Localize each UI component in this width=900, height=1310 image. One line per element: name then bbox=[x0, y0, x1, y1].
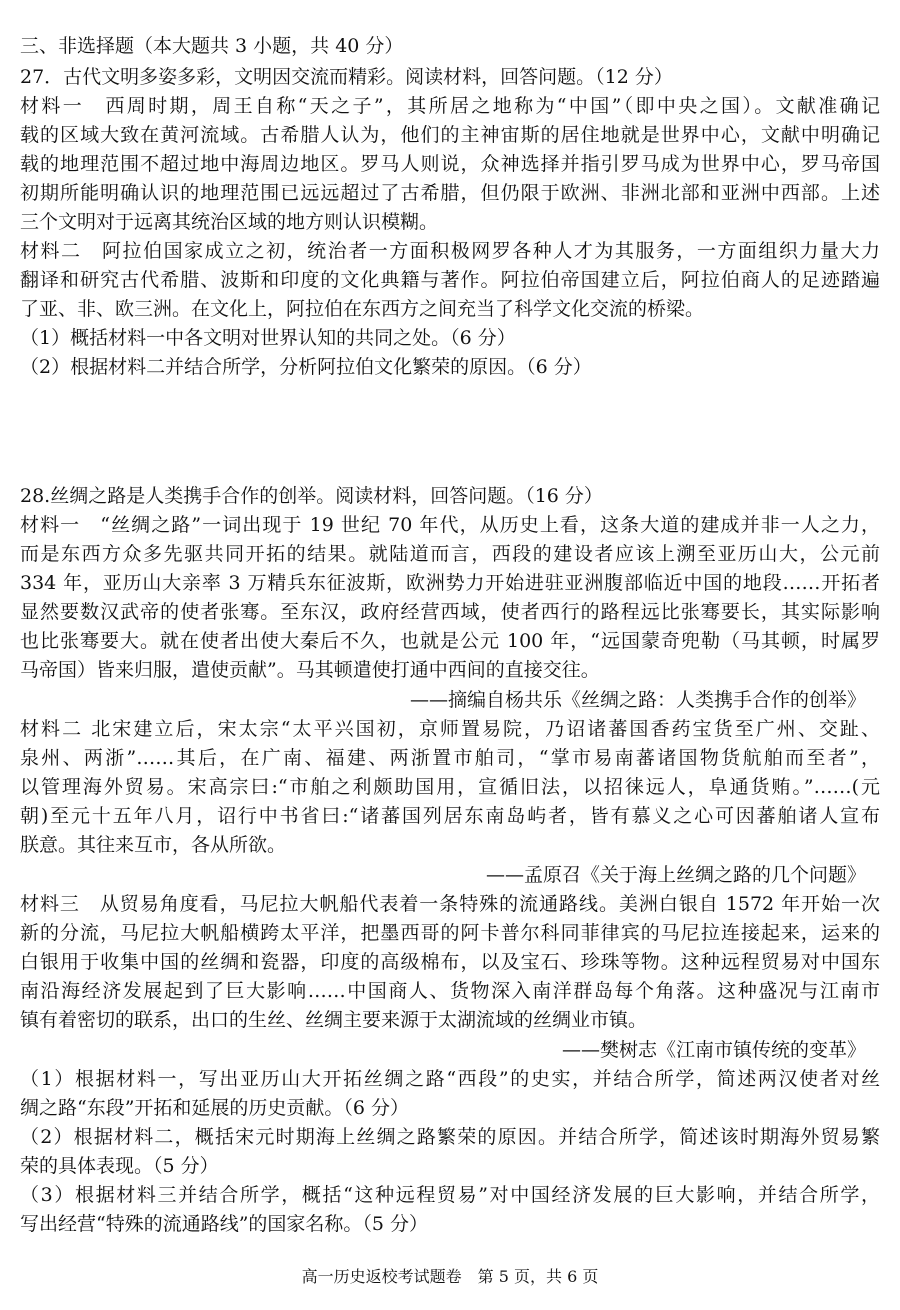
q27-material-1-line: 三个文明对于远离其统治区域的地方则认识模糊。 bbox=[20, 211, 439, 233]
q28-subquestion-3 bbox=[20, 1181, 880, 1239]
q28-material-3-line: 材料三 从贸易角度看，马尼拉大帆船代表着一条特殊的流通路线。美洲白银自 1572 年开始一次 bbox=[20, 893, 880, 915]
q27-material-1 bbox=[20, 92, 880, 237]
q28-material-3 bbox=[20, 890, 880, 1035]
q28-subquestion-1-line: 绸之路“东段”开拓和延展的历史贡献。（6 分） bbox=[20, 1097, 410, 1119]
q28-material-1-line: 也比张骞要大。就在使者出使大秦后不久，也就是公元 100 年，“远国蒙奇兜勒（马其顿，时属罗 bbox=[20, 630, 880, 652]
q28-subquestion-2-line: 荣的具体表现。（5 分） bbox=[20, 1155, 219, 1177]
q28-material-1-line: 马帝国）皆来归服，遣使贡献”。马其顿遣使打通中西间的直接交往。 bbox=[20, 659, 600, 681]
q28-material-3-line: 镇有着密切的联系，出口的生丝、丝绸主要来源于太湖流域的丝绸业市镇。 bbox=[20, 1009, 648, 1031]
question-27 bbox=[20, 63, 880, 382]
q28-subquestion-1-line: （1）根据材料一，写出亚历山大开拓丝绸之路“西段”的史实，并结合所学，简述两汉使者对丝 bbox=[20, 1068, 880, 1090]
q28-subquestion-3-line: （3）根据材料三并结合所学，概括“这种远程贸易”对中国经济发展的巨大影响，并结合所学， bbox=[20, 1184, 880, 1206]
question-28-title: 28.丝绸之路是人类携手合作的创举。阅读材料，回答问题。（16 分） bbox=[20, 485, 603, 507]
q28-source-2: ——孟原召《关于海上丝绸之路的几个问题》 bbox=[485, 864, 866, 886]
q27-material-1-line: 载的地理范围不超过地中海周边地区。罗马人则说，众神选择并指引罗马成为世界中心，罗马帝国 bbox=[20, 153, 880, 175]
q28-material-1-line: 334 年，亚历山大亲率 3 万精兵东征波斯，欧洲势力开始进驻亚洲腹部临近中国的地段……开拓者 bbox=[20, 572, 880, 594]
q28-material-1-line: 而是东西方众多先驱共同开拓的结果。就陆道而言，西段的建设者应该上溯至亚历山大，公元前 bbox=[20, 543, 880, 565]
q27-material-2-line: 翻译和研究古代希腊、波斯和印度的文化典籍与著作。阿拉伯帝国建立后，阿拉伯商人的足迹踏遍 bbox=[20, 269, 880, 291]
q28-material-1-line: 显然要数汉武帝的使者张骞。至东汉，政府经营西域，使者西行的路程远比张骞要长，其实际影响 bbox=[20, 601, 880, 623]
section-heading: 三、非选择题（本大题共 3 小题，共 40 分） bbox=[20, 35, 404, 57]
q28-subquestion-2 bbox=[20, 1123, 880, 1181]
q28-material-3-line: 新的分流，马尼拉大帆船横跨太平洋，把墨西哥的阿卡普尔科同菲律宾的马尼拉连接起来，运来的 bbox=[20, 922, 880, 944]
q27-material-1-line: 材料一 西周时期，周王自称“天之子”，其所居之地称为“中国”（即中央之国）。文献准确记 bbox=[20, 95, 880, 117]
q28-subquestion-1 bbox=[20, 1065, 880, 1123]
q27-material-2-line: 材料二 阿拉伯国家成立之初，统治者一方面积极网罗各种人才为其服务，一方面组织力量大力 bbox=[20, 240, 880, 262]
q28-source-3: ——樊树志《江南市镇传统的变革》 bbox=[561, 1039, 866, 1061]
q28-subquestion-2-line: （2）根据材料二，概括宋元时期海上丝绸之路繁荣的原因。并结合所学，简述该时期海外贸易繁 bbox=[20, 1126, 880, 1148]
question-27-title: 27．古代文明多姿多彩，文明因交流而精彩。阅读材料，回答问题。（12 分） bbox=[20, 66, 673, 88]
q27-subquestion-2: （2）根据材料二并结合所学，分析阿拉伯文化繁荣的原因。（6 分） bbox=[20, 356, 592, 378]
q27-subquestion-1: （1）概括材料一中各文明对世界认知的共同之处。（6 分） bbox=[20, 327, 516, 349]
q28-material-2-line: 朝)至元十五年八月，诏行中书省曰:“诸蕃国列居东南岛屿者，皆有慕义之心可因蕃舶诸人宣布 bbox=[20, 805, 880, 827]
q28-material-1 bbox=[20, 511, 880, 685]
page-footer: 高一历史返校考试题卷 第 5 页，共 6 页 bbox=[301, 1267, 599, 1286]
q28-material-3-line: 南沿海经济发展起到了巨大影响……中国商人、货物深入南洋群岛每个角落。这种盛况与江南市 bbox=[20, 980, 880, 1002]
q27-material-1-line: 载的区域大致在黄河流域。古希腊人认为，他们的主神宙斯的居住地就是世界中心，文献中明确记 bbox=[20, 124, 880, 146]
q28-material-1-line: 材料一 “丝绸之路”一词出现于 19 世纪 70 年代，从历史上看，这条大道的建成并非一人之力， bbox=[20, 514, 880, 536]
question-28 bbox=[20, 482, 880, 1239]
q27-material-2 bbox=[20, 237, 880, 324]
q28-material-2-line: 以管理海外贸易。宋高宗曰:“市舶之利颇助国用，宣循旧法，以招徕远人，阜通货贿。”……(元 bbox=[20, 776, 880, 798]
q28-subquestion-3-line: 写出经营“特殊的流通路线”的国家名称。（5 分） bbox=[20, 1213, 429, 1235]
q28-material-2-line: 材料二 北宋建立后，宋太宗“太平兴国初，京师置易院，乃诏诸蕃国香药宝货至广州、交趾、 bbox=[20, 718, 880, 740]
q28-material-2-line: 朕意。其往来互市，各从所欲。 bbox=[20, 834, 287, 856]
q28-material-2 bbox=[20, 715, 880, 860]
q28-material-3-line: 白银用于收集中国的丝绸和瓷器，印度的高级棉布，以及宝石、珍珠等物。这种远程贸易对中国东 bbox=[20, 951, 880, 973]
q28-material-2-line: 泉州、两浙”……其后，在广南、福建、两浙置市舶司，“掌市易南蕃诸国物货航舶而至者”， bbox=[20, 747, 880, 769]
q28-source-1: ——摘编自杨共乐《丝绸之路：人类携手合作的创举》 bbox=[409, 689, 866, 711]
q27-material-1-line: 初期所能明确认识的地理范围已远远超过了古希腊，但仍限于欧洲、非洲北部和亚洲中西部。上述 bbox=[20, 182, 880, 204]
q27-material-2-line: 了亚、非、欧三洲。在文化上，阿拉伯在东西方之间充当了科学文化交流的桥梁。 bbox=[20, 298, 705, 320]
